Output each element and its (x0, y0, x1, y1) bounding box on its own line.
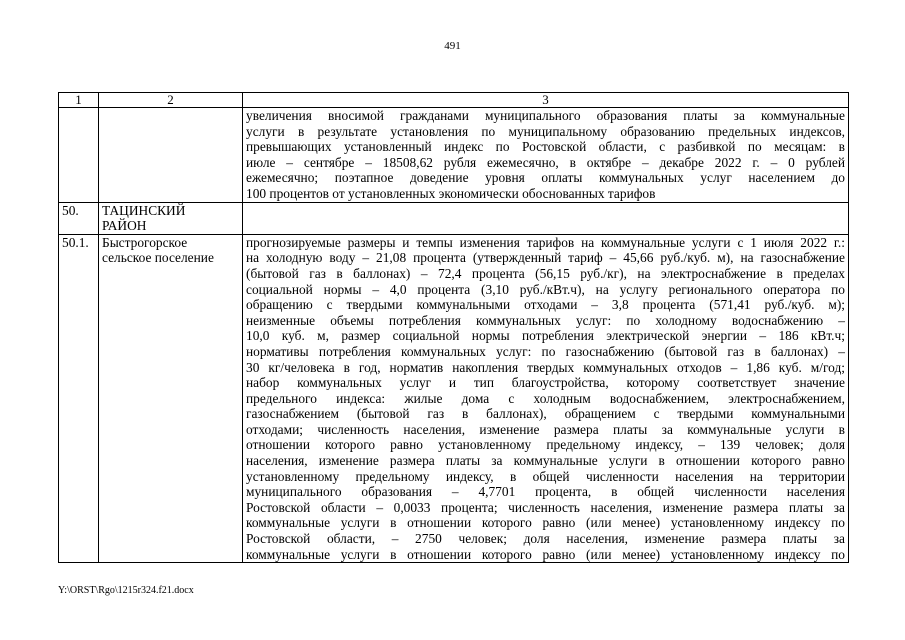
description-line: 10,0 куб. м, размер социальной нормы потребления электрической энергии – 186 кВт.ч; (246, 328, 845, 344)
description-line: Ростовской области, – 2750 человек; доля населения, изменение размера платы за (246, 531, 845, 547)
description-line: услуги в результате установления по муниципальному образованию предельных индексов, (246, 123, 845, 139)
table-row (59, 108, 849, 203)
description-line: отходами; численность населения, изменение размера платы за коммунальные услуги в (246, 421, 845, 437)
file-path-footer: Y:\ORST\Rgo\1215r324.f21.docx (58, 585, 194, 596)
table-header-row (59, 93, 849, 108)
page-number: 491 (444, 40, 461, 52)
description-line: коммунальные услуги в отношении которого равно (или менее) установленному индексу по (246, 546, 845, 562)
description-line: июле – сентябре – 18508,62 рубля ежемесячно, в октябре – декабре 2022 г. – 0 рублей (246, 154, 845, 170)
municipality-name-cell (99, 202, 243, 234)
description-cell (243, 108, 849, 203)
description-line: коммунальные услуги в отношении которого равно (или менее) установленному индексу по (246, 515, 845, 531)
municipality-name-cell (99, 234, 243, 562)
description-line: социальной нормы – 4,0 процента (3,10 руб./кВт.ч), на услугу регионального оператора по (246, 281, 845, 297)
description-line: предельного индекса: жилые дома с холодным водоснабжением, электроснабжением, (246, 390, 845, 406)
description-line: установленному предельному индексу, в общей численности населения на территории (246, 468, 845, 484)
description-line: увеличения вносимой гражданами муниципального образования платы за коммунальные (246, 108, 845, 123)
description-line: ежемесячно; поэтапное доведение уровня оплаты коммунальных услуг населением до (246, 170, 845, 186)
header-cell-2: 2 (99, 93, 243, 108)
municipality-name-line: РАЙОН (102, 218, 147, 234)
row-number-cell (59, 108, 99, 203)
description-line: отношении которого равно установленному предельному индексу, – 139 человек; доля (246, 437, 845, 453)
description-line: набор коммунальных услуг и тип благоустройства, которому соответствует значение (246, 375, 845, 391)
header-cell-1: 1 (59, 93, 99, 108)
document-table (58, 92, 849, 563)
description-line: превышающих установленный индекс по Ростовской области, с разбивкой по месяцам: в (246, 139, 845, 155)
description-cell (243, 202, 849, 234)
description-line: (бытовой газ в баллонах) – 72,4 процента (56,15 руб./кг), на электроснабжение в пределах (246, 265, 845, 281)
description-line: неизменные объемы потребления коммунальных услуг: по холодному водоснабжению – (246, 312, 845, 328)
description-line: на холодную воду – 21,08 процента (утвержденный тариф – 45,66 руб./куб. м), на газоснабжение (246, 250, 845, 266)
description-line: газоснабжением (бытовой газ в баллонах), обращением с твердыми коммунальными (246, 406, 845, 422)
description-line: 100 процентов от установленных экономически обоснованных тарифов (246, 185, 656, 201)
description-line: муниципального образования – 4,7701 процента, в общей численности населения (246, 484, 845, 500)
municipality-name-line: Быстрогорское (102, 234, 188, 250)
description-line: Ростовской области – 0,0033 процента; численность населения, изменение размера платы за (246, 499, 845, 515)
row-number-cell: 50.1. (59, 234, 99, 562)
description-line: 30 кг/человека в год, норматив накопления твердых коммунальных отходов – 1,86 куб. м/год; (246, 359, 845, 375)
table-row (59, 234, 849, 562)
table-row (59, 202, 849, 234)
municipality-name-line: сельское поселение (102, 250, 214, 266)
description-line: нормативы потребления коммунальных услуг: по газоснабжению (бытовой газ в баллонах) – (246, 343, 845, 359)
description-line: прогнозируемые размеры и темпы изменения тарифов на коммунальные услуги с 1 июля 2022 г.: (246, 234, 845, 250)
description-line: обращению с твердыми коммунальными отходами – 3,8 процента (571,41 руб./куб. м); (246, 297, 845, 313)
description-line: населения, изменение размера платы за коммунальные услуги в отношении которого равно (246, 453, 845, 469)
description-cell (243, 234, 849, 562)
row-number-cell: 50. (59, 202, 99, 234)
header-cell-3: 3 (243, 93, 849, 108)
municipality-name-cell (99, 108, 243, 203)
municipality-name-line: ТАЦИНСКИЙ (102, 202, 186, 218)
